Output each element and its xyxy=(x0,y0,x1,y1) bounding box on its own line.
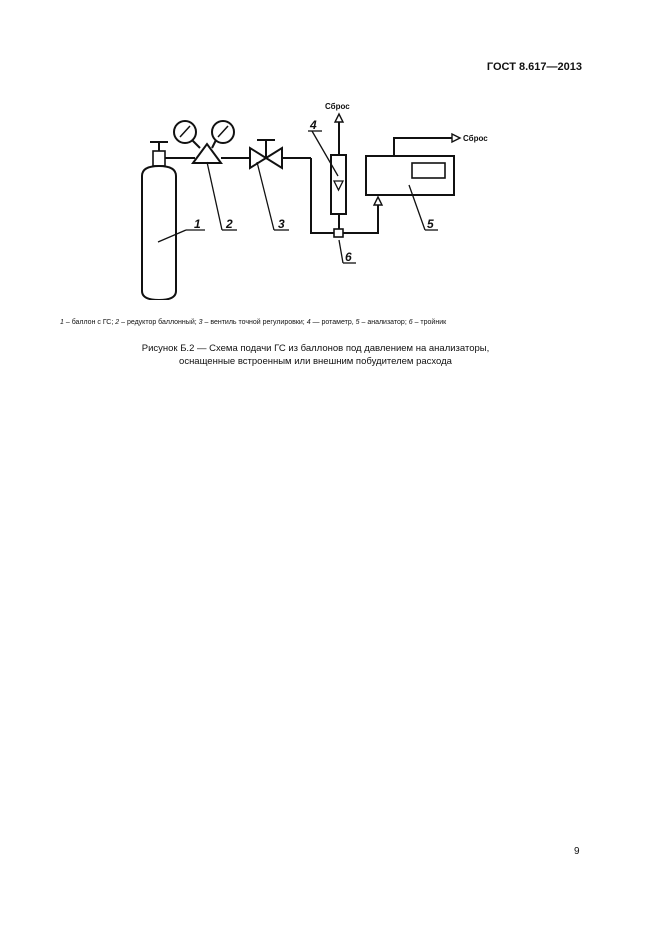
legend-text-6: – тройник xyxy=(412,319,447,326)
legend-text-5: – анализатор; xyxy=(359,319,407,326)
figure-caption xyxy=(0,342,661,368)
legend-num-5: 5 xyxy=(355,319,360,326)
rotameter xyxy=(331,114,346,214)
pressure-reducer xyxy=(174,121,234,163)
callout-5: 5 xyxy=(427,217,434,231)
tee-fitting xyxy=(334,229,343,237)
fine-control-valve xyxy=(250,140,282,168)
legend-text-2: – редуктор баллонный; xyxy=(119,319,197,326)
cylinder-valve xyxy=(153,151,165,166)
callout-2: 2 xyxy=(226,217,233,231)
caption-line-1: Рисунок Б.2 — Схема подачи ГС из баллонов под давлением на анализаторы, xyxy=(141,343,490,354)
caption-line-2: оснащенные встроенным или внешним побудителем расхода xyxy=(179,356,452,367)
rotameter-float xyxy=(334,181,343,190)
rotameter-tube xyxy=(331,155,346,214)
cylinder-body xyxy=(142,166,176,300)
vent-arrow-top xyxy=(335,114,343,122)
pipe-tee-analyzer xyxy=(343,205,378,233)
legend-num-3: 3 xyxy=(198,319,203,326)
legend-text-1: – баллон с ГС; xyxy=(63,319,114,326)
legend-num-6: 6 xyxy=(408,319,413,326)
legend-text-3: – вентиль точной регулировки; xyxy=(202,319,305,326)
vent-arrow-right xyxy=(452,134,460,142)
vent-label-top: Сброс xyxy=(325,102,350,111)
callout-6: 6 xyxy=(345,250,352,264)
gas-cylinder xyxy=(142,142,176,300)
page-number: 9 xyxy=(574,846,580,857)
vent-pipe-analyzer xyxy=(394,138,452,156)
reducer-triangle xyxy=(193,144,221,163)
callout-4: 4 xyxy=(310,118,317,132)
legend-num-1: 1 xyxy=(60,319,64,326)
vent-label-right: Сброс xyxy=(463,134,488,143)
legend-num-2: 2 xyxy=(115,319,120,326)
legend-text-4: — ротаметр, xyxy=(310,319,354,326)
document-header: ГОСТ 8.617—2013 xyxy=(486,61,582,73)
legend-num-4: 4 xyxy=(306,319,311,326)
callout-3: 3 xyxy=(278,217,285,231)
callout-1: 1 xyxy=(194,217,201,231)
analyzer-inlet-arrow xyxy=(374,197,382,205)
analyzer-display xyxy=(412,163,445,178)
figure-legend xyxy=(60,319,600,326)
gas-supply-diagram xyxy=(0,0,661,300)
